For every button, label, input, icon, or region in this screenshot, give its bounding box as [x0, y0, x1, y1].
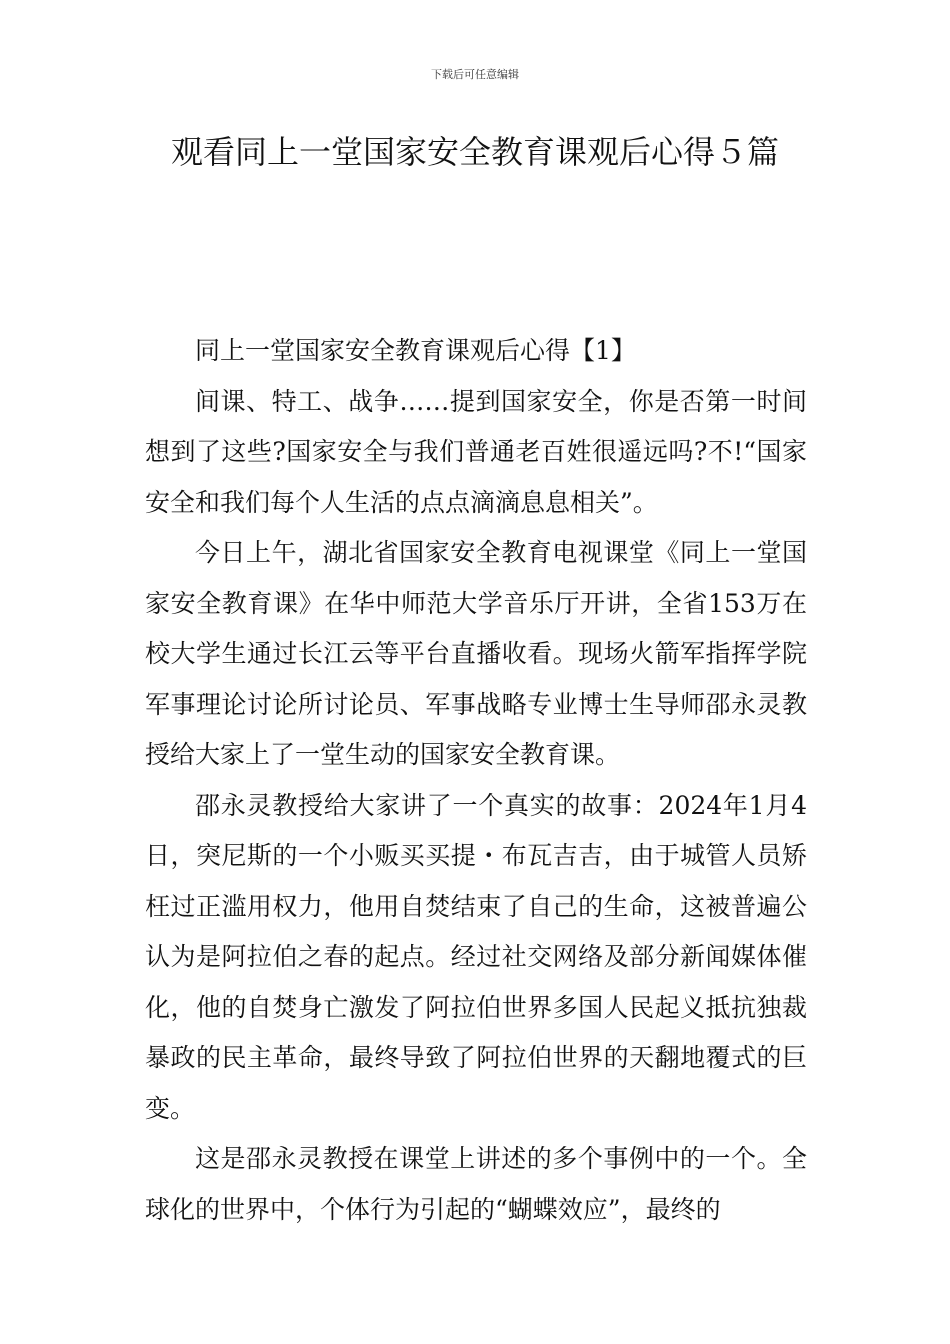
- section-heading: 同上一堂国家安全教育课观后心得【1】: [195, 336, 636, 365]
- paragraph: 这是邵永灵教授在课堂上讲述的多个事例中的一个。全球化的世界中，个体行为引起的“蝴蝶效应”，最终的: [145, 1144, 807, 1224]
- paragraph: 间课、特工、战争……提到国家安全，你是否第一时间想到了这些?国家安全与我们普通老百姓很遥远吗?不!“国家安全和我们每个人生活的点点滴滴息息相关”。: [145, 386, 807, 517]
- document-title: 观看同上一堂国家安全教育课观后心得５篇: [170, 133, 779, 171]
- paragraph: 今日上午，湖北省国家安全教育电视课堂《同上一堂国家安全教育课》在华中师范大学音乐厅开讲，全省153万在校大学生通过长江云等平台直播收看。现场火箭军指挥学院军事理论讨论所讨论员、军事战略专业博士生导师邵永灵教授给大家上了一堂生动的国家安全教育课。: [145, 538, 807, 769]
- document-body: [145, 326, 807, 1235]
- paragraph: 邵永灵教授给大家讲了一个真实的故事：2024年1月4日，突尼斯的一个小贩买买提・布瓦吉吉，由于城管人员矫枉过正滥用权力，他用自焚结束了自己的生命，这被普遍公认为是阿拉伯之春的起点。经过社交网络及部分新闻媒体催化，他的自焚身亡激发了阿拉伯世界多国人民起义抵抗独裁暴政的民主革命，最终导致了阿拉伯世界的天翻地覆式的巨变。: [145, 790, 807, 1123]
- header-note: 下载后可任意编辑: [431, 68, 519, 81]
